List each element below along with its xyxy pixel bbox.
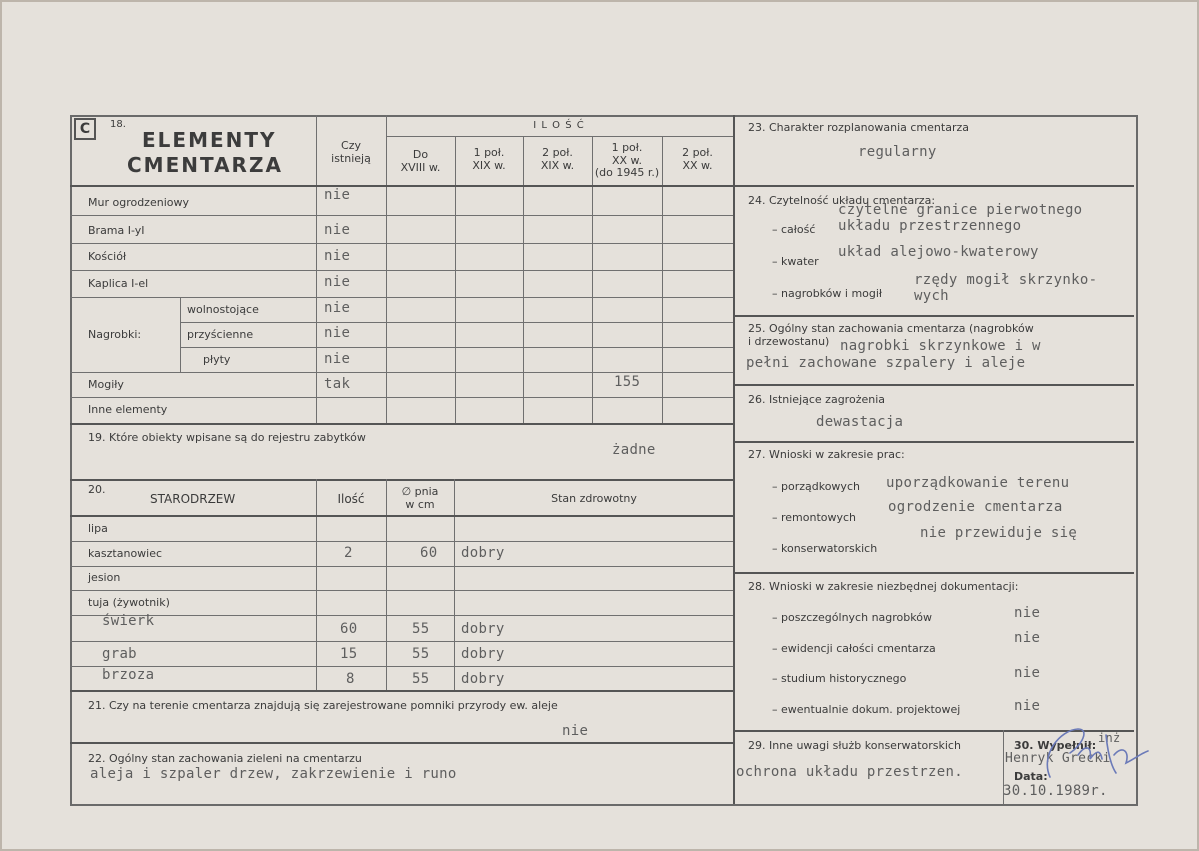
sec25-value-line2: pełni zachowane szpalery i aleje xyxy=(746,355,1026,371)
sec27-rem-value: ogrodzenie cmentarza xyxy=(888,499,1063,515)
tree-diameter: 55 xyxy=(412,646,430,662)
grid-line xyxy=(386,479,387,690)
sec29-value: ochrona układu przestrzen. xyxy=(736,764,963,780)
sec27-kons-value: nie przewiduje się xyxy=(920,525,1078,541)
sec27-rem-label: – remontowych xyxy=(772,511,857,524)
grid-line xyxy=(316,115,317,423)
tree-count: 2 xyxy=(344,545,353,561)
tree-name: lipa xyxy=(88,522,108,535)
sec23-value: regularny xyxy=(858,144,937,160)
value-mur-exists: nie xyxy=(324,187,351,203)
sec28-item-value: nie xyxy=(1014,630,1041,646)
value-wolnostojace-exists: nie xyxy=(324,300,351,316)
sec28-item-value: nie xyxy=(1014,665,1041,681)
sec24-kwater-value: układ alejowo-kwaterowy xyxy=(838,244,1039,260)
grid-line xyxy=(454,479,455,690)
col-header-2xx: 2 poł. XX w. xyxy=(682,146,713,172)
sec18-title-line1: ELEMENTY xyxy=(142,128,277,152)
sec28-item-value: nie xyxy=(1014,605,1041,621)
col-header-2xix: 2 poł. XIX w. xyxy=(540,146,575,172)
tree-count: 8 xyxy=(346,671,355,687)
grid-line xyxy=(180,322,733,323)
sec18-title-line2: CMENTARZA xyxy=(127,153,283,177)
value-plyty-exists: nie xyxy=(324,351,351,367)
grid-line xyxy=(70,270,733,271)
grid-line xyxy=(70,690,733,692)
grid-line xyxy=(70,566,733,567)
grid-line xyxy=(70,215,733,216)
row-label-nagrobki: Nagrobki: xyxy=(88,328,142,341)
row-label-kaplica: Kaplica I-el xyxy=(88,277,149,290)
sec25-label-line1: 25. Ogólny stan zachowania cmentarza (nagrobków xyxy=(748,322,1034,335)
grid-line xyxy=(70,515,733,517)
col-header-ilosc: I L O Ś Ć xyxy=(533,120,585,131)
col-header-xviii: Do XVIII w. xyxy=(400,148,441,174)
row-label-wolnostojace: wolnostojące xyxy=(187,303,259,316)
grid-line xyxy=(70,397,733,398)
grid-line xyxy=(70,641,733,642)
sec24-calosc-value-line1: czytelne granice pierwotnego xyxy=(838,202,1083,218)
sec24-calosc-value-line2: układu przestrzennego xyxy=(838,218,1022,234)
grid-line xyxy=(70,297,733,298)
grid-line xyxy=(180,347,733,348)
grid-line xyxy=(733,384,1134,386)
row-label-kosciol: Kościół xyxy=(88,250,127,263)
sec26-value: dewastacja xyxy=(816,414,904,430)
sec21-label: 21. Czy na terenie cmentarza znajdują się zarejestrowane pomniki przyrody ew. aleje xyxy=(88,699,558,712)
grid-line xyxy=(733,185,1134,187)
grid-line xyxy=(70,590,733,591)
sec20-number: 20. xyxy=(88,483,106,496)
sec28-item-label: – ewidencji całości cmentarza xyxy=(772,642,936,655)
sec27-porz-value: uporządkowanie terenu xyxy=(886,475,1070,491)
sec21-value: nie xyxy=(562,723,589,739)
sec20-title: STARODRZEW xyxy=(150,492,236,506)
tree-name: jesion xyxy=(88,571,121,584)
grid-line xyxy=(70,666,733,667)
tree-state: dobry xyxy=(461,621,505,637)
sec24-kwater-label: – kwater xyxy=(772,255,819,268)
tree-state: dobry xyxy=(461,545,505,561)
sec22-value: aleja i szpaler drzew, zakrzewienie i runo xyxy=(90,766,457,782)
sec18-number: 18. xyxy=(110,119,126,130)
tree-name: tuja (żywotnik) xyxy=(88,596,170,609)
sec27-label: 27. Wnioski w zakresie prac: xyxy=(748,448,905,461)
sec28-label: 28. Wnioski w zakresie niezbędnej dokumentacji: xyxy=(748,580,1019,593)
sec24-calosc-label: – całość xyxy=(772,223,816,236)
sec30-date-label: Data: xyxy=(1014,770,1048,783)
grid-line xyxy=(386,136,733,137)
row-label-przyscienne: przyścienne xyxy=(187,328,254,341)
grid-line xyxy=(70,185,733,187)
sec27-kons-label: – konserwatorskich xyxy=(772,542,878,555)
sec30-title: inż xyxy=(1098,731,1121,745)
grid-line xyxy=(455,137,456,423)
sec30-label: 30. Wypełnił: xyxy=(1014,739,1097,752)
sec25-value-line1: nagrobki skrzynkowe i w xyxy=(840,338,1041,354)
sec20-col-pnia: ∅ pnia w cm xyxy=(401,485,439,511)
grid-line xyxy=(523,137,524,423)
tree-name: grab xyxy=(102,646,137,662)
sec20-col-stan: Stan zdrowotny xyxy=(551,492,637,505)
tree-name: świerk xyxy=(102,613,155,629)
grid-line xyxy=(70,372,733,373)
grid-line xyxy=(180,297,181,372)
grid-line xyxy=(662,137,663,423)
grid-line xyxy=(70,479,733,481)
sec30-name: Henryk Grecki xyxy=(1005,751,1111,766)
tree-state: dobry xyxy=(461,671,505,687)
sec20-col-ilosc: Ilość xyxy=(337,492,365,506)
sec28-item-label: – ewentualnie dokum. projektowej xyxy=(772,703,961,716)
row-label-inne: Inne elementy xyxy=(88,403,168,416)
grid-line xyxy=(733,315,1134,317)
row-label-brama: Brama I-yI xyxy=(88,224,145,237)
tree-diameter: 55 xyxy=(412,671,430,687)
tree-state: dobry xyxy=(461,646,505,662)
sec24-nagrobkow-value-line2: wych xyxy=(914,288,949,304)
tree-name: kasztanowiec xyxy=(88,547,163,560)
sec19-label: 19. Które obiekty wpisane są do rejestru zabytków xyxy=(88,431,366,444)
value-przyscienne-exists: nie xyxy=(324,325,351,341)
grid-line xyxy=(70,423,733,425)
row-label-mur: Mur ogrodzeniowy xyxy=(88,196,189,209)
value-brama-exists: nie xyxy=(324,222,351,238)
sec28-item-label: – poszczególnych nagrobków xyxy=(772,611,932,624)
col-header-1xix: 1 poł. XIX w. xyxy=(472,146,506,172)
sec24-label: 24. Czytelność układu cmentarza: xyxy=(748,194,936,207)
row-label-plyty: płyty xyxy=(203,353,231,366)
grid-line xyxy=(316,479,317,690)
grid-line xyxy=(70,243,733,244)
col-header-1xx: 1 poł. XX w. (do 1945 r.) xyxy=(594,141,660,180)
grid-line xyxy=(70,742,733,744)
form-code-box: C xyxy=(74,118,96,140)
sec26-label: 26. Istniejące zagrożenia xyxy=(748,393,886,406)
tree-diameter: 60 xyxy=(420,545,438,561)
sec28-item-value: nie xyxy=(1014,698,1041,714)
value-kaplica-exists: nie xyxy=(324,274,351,290)
sec29-label: 29. Inne uwagi służb konserwatorskich xyxy=(748,739,961,752)
tree-count: 15 xyxy=(340,646,358,662)
sec22-label: 22. Ogólny stan zachowania zieleni na cmentarzu xyxy=(88,752,362,765)
tree-name: brzoza xyxy=(102,667,155,683)
sec30-date: 30.10.1989r. xyxy=(1003,783,1108,799)
grid-line xyxy=(70,541,733,542)
value-mogily-exists: tak xyxy=(324,376,351,392)
tree-count: 60 xyxy=(340,621,358,637)
sec24-nagrobkow-value-line1: rzędy mogił skrzynko- xyxy=(914,272,1098,288)
grid-line xyxy=(592,137,593,423)
sec19-value: żadne xyxy=(612,442,656,458)
row-label-mogily: Mogiły xyxy=(88,378,124,391)
grid-line xyxy=(70,615,733,616)
sec24-nagrobkow-label: – nagrobków i mogił xyxy=(772,287,883,300)
grid-line xyxy=(386,115,387,423)
signature xyxy=(1030,715,1160,795)
main-divider xyxy=(733,115,735,804)
sec23-label: 23. Charakter rozplanowania cmentarza xyxy=(748,121,969,134)
value-mogily-1xx: 155 xyxy=(614,374,641,390)
tree-diameter: 55 xyxy=(412,621,430,637)
sec25-label-line2: i drzewostanu) xyxy=(748,335,830,348)
grid-line xyxy=(733,572,1134,574)
value-kosciol-exists: nie xyxy=(324,248,351,264)
sec28-item-label: – studium historycznego xyxy=(772,672,907,685)
grid-line xyxy=(733,441,1134,443)
col-header-exists: Czy istnieją xyxy=(331,139,371,165)
sec27-porz-label: – porządkowych xyxy=(772,480,860,493)
